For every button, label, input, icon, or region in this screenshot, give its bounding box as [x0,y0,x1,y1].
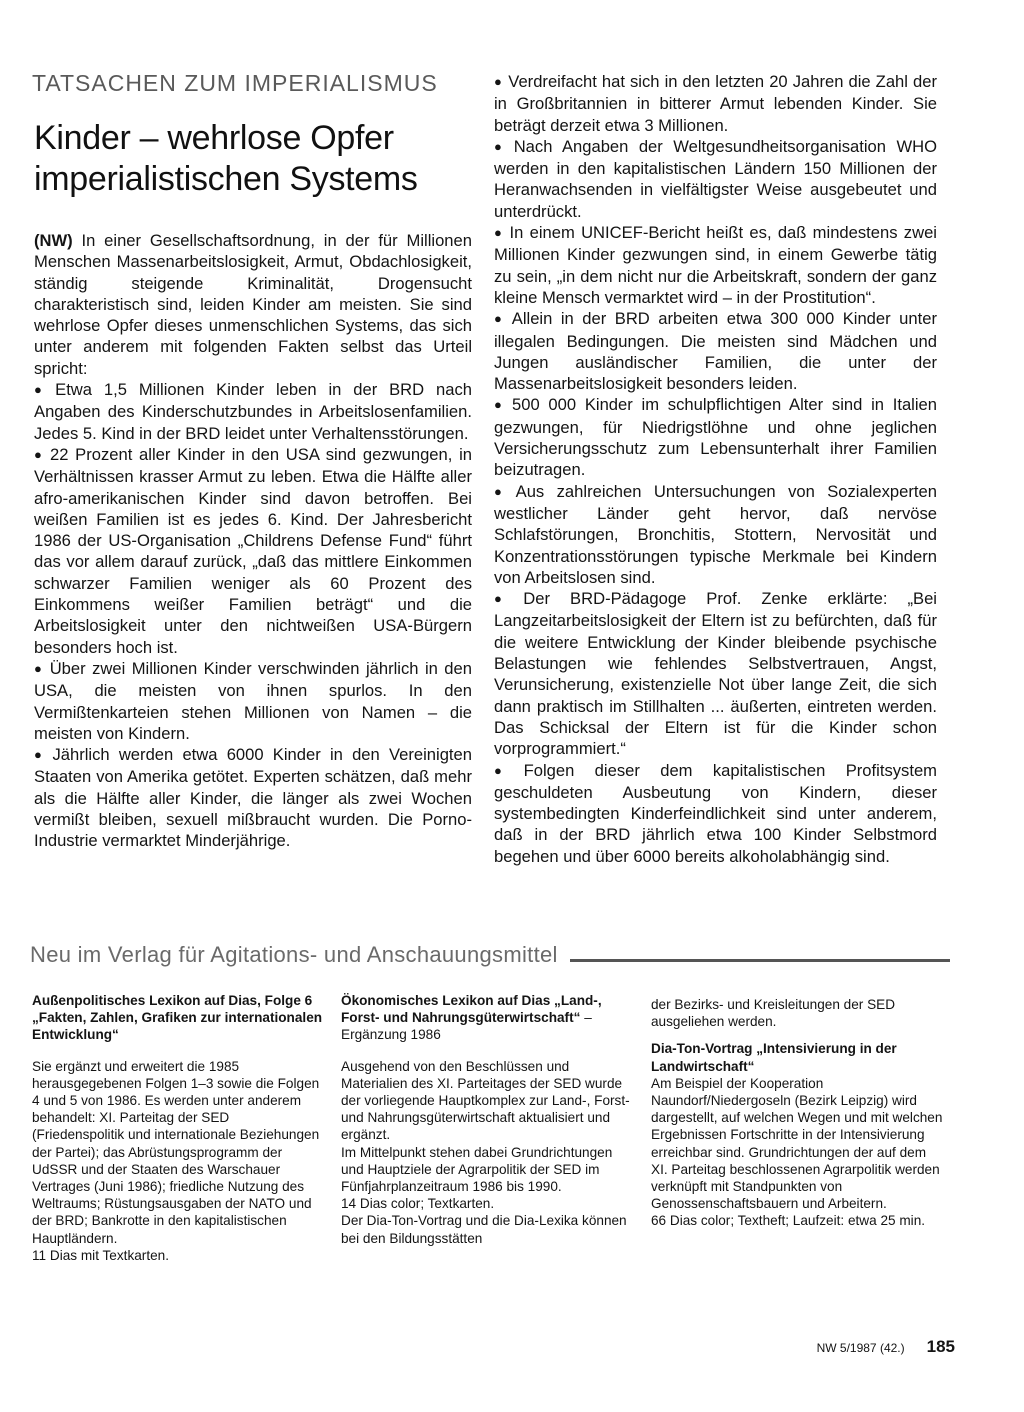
page-footer [755,1337,955,1361]
fact-bullet: ● Folgen dieser dem kapitalistischen Profitsystem geschuldeten Ausbeutung von Kindern, dieser systembedingten Kinderfeindlichkeit sind unter anderem, daß in der BRD jährlich etwa 100 Kinder Selbstmord begehen und über 6000 bereits alkoholabhängig sind. [494,760,937,867]
notice-extra: 66 Dias color; Textheft; Laufzeit: etwa 25 min. [651,1213,926,1229]
article-headline: Kinder – wehrlose Opfer imperialistischen Systems [34,119,418,198]
notice-body: Ausgehend von den Beschlüssen und Materialien des XI. Parteitages der SED wurde der vorliegende Hauptkomplex zur Land-, Forst- und Nahrungsgüterwirtschaft aktualisiert und ergänzt. [341,1058,630,1143]
notice-extra: 11 Dias mit Textkarten. [32,1247,169,1263]
fact-bullet: ● 500 000 Kinder im schulpflichtigen Alter sind in Italien gezwungen, für Niedrigstlöhne und ohne jeglichen Versicherungsschutz zum Lebensunterhalt ihrer Familien beizutragen. [494,394,937,480]
byline-tag: (NW) [34,231,73,250]
notice-title: Dia-Ton-Vortrag „Intensivierung in der Landwirtschaft“ [651,1041,897,1074]
notice-body: 14 Dias color; Textkarten. [341,1196,495,1212]
notice-body: Im Mittelpunkt stehen dabei Grundrichtungen und Hauptziele der Agrarpolitik der SED im Fünfjahrplanzeitraum 1986 bis 1990. [341,1144,613,1195]
intro-paragraph [34,230,472,379]
issue-reference: NW 5/1987 (42.) [816,1341,905,1355]
fact-bullet: ● In einem UNICEF-Bericht heißt es, daß mindestens zwei Millionen Kinder gezwungen sind, in einem Gewerbe tätig zu sein, „in dem nicht nur die Arbeitskraft, sondern der ganz kleine Mensch vermarktet wird – in der Prostitution“. [494,222,937,308]
notice-column-2 [341,992,631,1247]
fact-bullet: ● 22 Prozent aller Kinder in den USA sind gezwungen, in Verhältnissen krasser Armut zu leben. Etwa die Hälfte aller afro-amerikanischen Kinder sind davon betroffen. Bei weißen Familien ist es jedes 6. Kind. Der Jahresbericht 1986 der US-Organisation „Childrens Defense Fund“ führt das vor allem darauf zurück, „daß das mittlere Einkommen schwarzer Familien weniger als 60 Prozent des Einkommens weißer Familien beträgt“ und die Arbeitslosigkeit unter den nichtweißen USA-Bürgern besonders hoch ist. [34,444,472,658]
notice-body: Sie ergänzt und erweitert die 1985 herausgegebenen Folgen 1–3 sowie die Folgen 4 und 5 von 1986. Es werden unter anderem behandelt: XI. Parteitag der SED (Friedenspolitik und internationale Beziehungen der Partei); das Abrüstungsprogramm der UdSSR und der Staaten des Warschauer Vertrages (Juni 1986); friedliche Nutzung des Weltraums; Rüstungsausgaben der NATO und der BRD; Bankrotte in den kapitalistischen Hauptländern. [32,1058,320,1246]
notice-column-3 [651,996,943,1230]
fact-bullet: ● Etwa 1,5 Millionen Kinder leben in der BRD nach Angaben des Kinderschutzbundes in Arbeitslosenfamilien. Jedes 5. Kind in der BRD leidet unter Verhaltensstörungen. [34,379,472,444]
fact-bullet: ● Nach Angaben der Weltgesundheitsorganisation WHO werden in den kapitalistischen Ländern 150 Millionen der Heranwachsenden in vielfältigster Weise ausgebeutet und unterdrückt. [494,136,937,222]
fact-bullet: ● Der BRD-Pädagoge Prof. Zenke erklärte: „Bei Langzeitarbeitslosigkeit der Eltern ist zu befürchten, daß für die weitere Entwicklung der Kinder bleibende psychische Belastungen wie fehlendes Selbstvertrauen, Angst, Verunsicherung, existenzielle Not über lange Zeit, die sich dann praktisch im Stillhalten ... äußerten, eintreten werden. Das Schicksal der Eltern ist für die Kinder schon vorprogrammiert.“ [494,588,937,759]
fact-bullet: ● Verdreifacht hat sich in den letzten 20 Jahren die Zahl der in Großbritannien in bitterer Armut lebenden Kinder. Sie beträgt derzeit etwa 3 Millionen. [494,71,937,136]
fact-bullet: ● Allein in der BRD arbeiten etwa 300 000 Kinder unter illegalen Bedingungen. Die meisten sind Mädchen und Jungen ausländischer Familien, die unter der Massenarbeitslosigkeit besonders leiden. [494,308,937,394]
section-rule [570,959,950,962]
notice-title: Außenpolitisches Lexikon auf Dias, Folge 6 „Fakten, Zahlen, Grafiken zur internationalen Entwicklung“ [32,993,323,1043]
notice-title-suffix: – Ergänzung 1986 [341,1010,592,1043]
notice-title: Ökonomisches Lexikon auf Dias „Land-, Forst- und Nahrungsgüterwirtschaft“ [341,993,602,1026]
page-number: 185 [926,1337,955,1356]
notice-continuation: der Bezirks- und Kreisleitungen der SED ausgeliehen werden. [651,997,896,1030]
notice-body: Der Dia-Ton-Vortrag und die Dia-Lexika können bei den Bildungsstätten [341,1213,627,1246]
section-kicker: TATSACHEN ZUM IMPERIALISMUS [32,70,438,96]
article-column-right [494,71,937,867]
publisher-section-title: Neu im Verlag für Agitations- und Anschauungsmittel [30,942,558,967]
notice-body: Am Beispiel der Kooperation Naundorf/Niedergoseln (Bezirk Leipzig) wird dargestellt, auf welchen Wegen und mit welchen Ergebnissen Fortschritte in der Intensivierung erreichbar sind. Grundrichtungen der auf dem XI. Parteitag beschlossenen Agrarpolitik werden verknüpft mit Standpunkten von Genossenschaftsbauern und Arbeitern. [651,1075,943,1212]
article-column-left [34,230,472,852]
intro-text: In einer Gesellschaftsordnung, in der für Millionen Menschen Massenarbeitslosigkeit, Armut, Obdachlosigkeit, ständig steigende Kriminalität, Drogensucht charakteristisch sind, leiden Kinder am meisten. Sie sind wehrlose Opfer dieses unmenschlichen Systems, das sich unter anderem mit folgenden Fakten selbst das Urteil spricht: [34,231,472,378]
fact-bullet: ● Aus zahlreichen Untersuchungen von Sozialexperten westlicher Länder geht hervor, daß nervöse Schlafstörungen, Bronchitis, Stottern, Nervosität und Konzentrationsstörungen typische Merkmale bei Kindern von Arbeitslosen sind. [494,481,937,588]
publisher-section-header [30,940,950,970]
fact-bullet: ● Jährlich werden etwa 6000 Kinder in den Vereinigten Staaten von Amerika getötet. Experten schätzen, daß mehr als die Hälfte aller Kinder, die länger als zwei Wochen vermißt bleiben, sexuell mißbraucht wurden. Die Porno-Industrie vermarktet Minderjährige. [34,744,472,851]
fact-bullet: ● Über zwei Millionen Kinder verschwinden jährlich in den USA, die meisten von ihnen spurlos. In den Vermißtenkarteien stehen Millionen von Namen – die meisten von Kindern. [34,658,472,744]
notice-title-line [341,992,631,1044]
notice-column-1 [32,992,324,1264]
